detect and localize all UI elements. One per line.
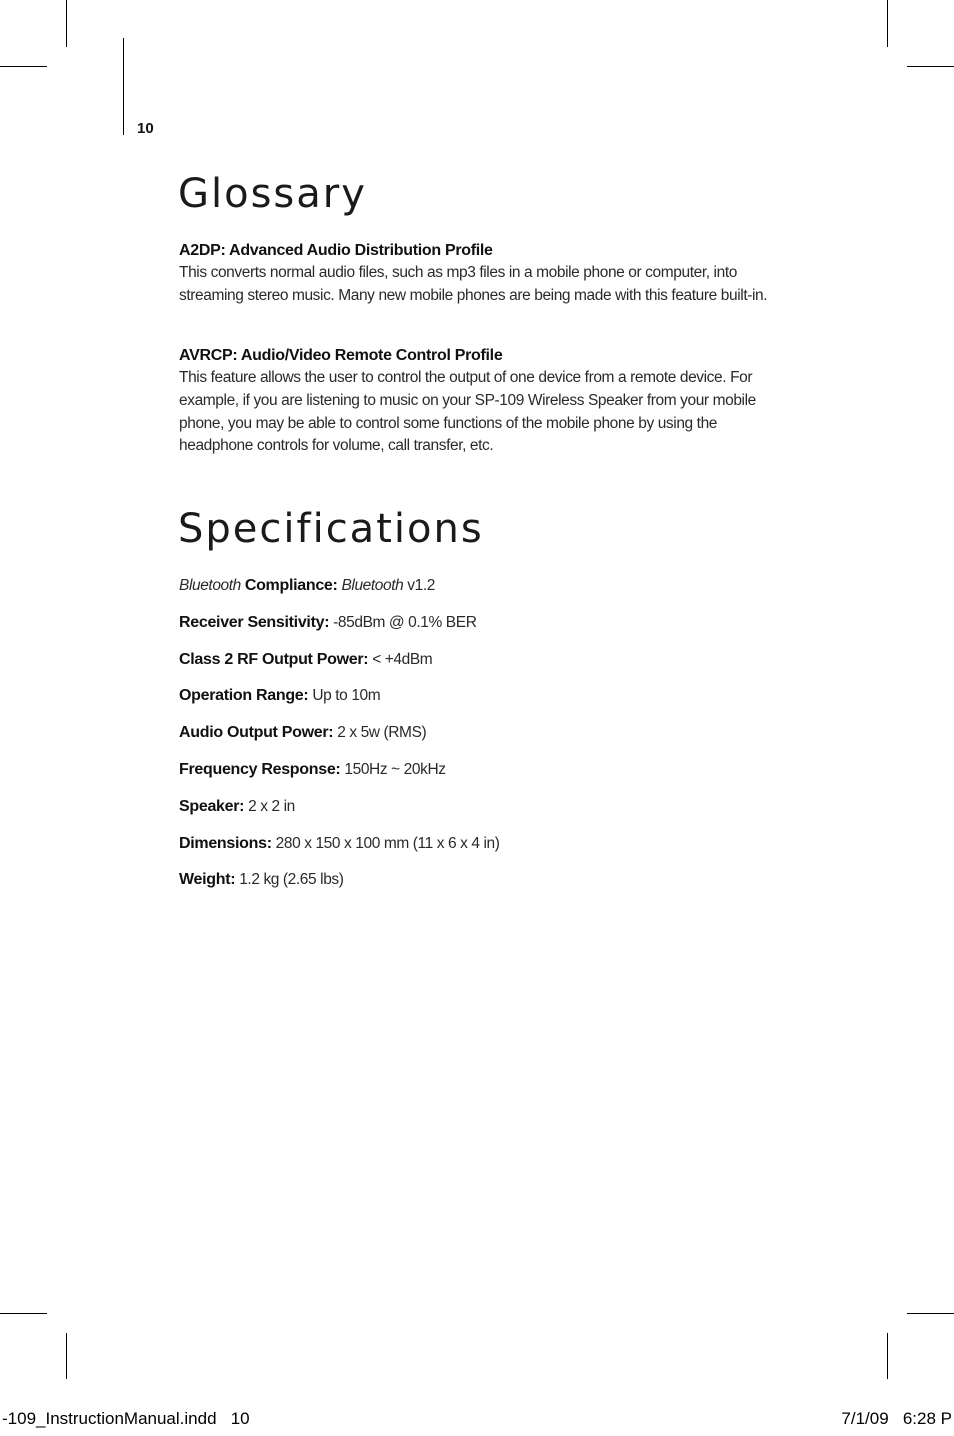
- glossary-term: [179, 240, 779, 308]
- spec-label: Frequency Response:: [179, 761, 341, 778]
- spec-value: -85dBm @ 0.1% BER: [333, 614, 477, 631]
- spec-item-receiver-sensitivity: [179, 612, 476, 634]
- spec-item-weight: [179, 869, 344, 891]
- slug-timestamp: 7/1/09 6:28 P: [841, 1409, 952, 1428]
- page-number-rule: [123, 38, 124, 135]
- spec-value: < +4dBm: [372, 651, 433, 668]
- crop-mark-top-left-vertical: [66, 0, 67, 47]
- spec-item-frequency-response: [179, 759, 446, 781]
- glossary-term: [179, 345, 779, 458]
- specifications-heading: Specifications: [178, 506, 484, 552]
- spec-label-prefix: Bluetooth: [179, 577, 241, 594]
- spec-value-prefix: Bluetooth: [341, 577, 404, 594]
- crop-mark-top-right-vertical: [887, 0, 888, 47]
- spec-item-bluetooth-compliance: [179, 575, 435, 597]
- spec-value: 2 x 2 in: [248, 798, 295, 815]
- spec-item-dimensions: [179, 833, 500, 855]
- glossary-term-description: This feature allows the user to control the output of one device from a remote device. For example, if you are listening to music on your SP-109 Wireless Speaker from your mobile phone, you may be able to control some functions of the mobile phone by using the headphone controls for volume, call transfer, etc.: [179, 369, 756, 455]
- spec-item-audio-output-power: [179, 722, 426, 744]
- spec-value: 150Hz ~ 20kHz: [344, 761, 446, 778]
- spec-value: 2 x 5w (RMS): [337, 724, 427, 741]
- crop-mark-top-right-horizontal: [907, 66, 954, 67]
- spec-item-speaker: [179, 796, 295, 818]
- spec-value: 280 x 150 x 100 mm (11 x 6 x 4 in): [275, 835, 500, 852]
- spec-label: Compliance:: [244, 577, 338, 594]
- page-number: 10: [137, 120, 154, 137]
- spec-label: Receiver Sensitivity:: [179, 614, 330, 631]
- spec-label: Operation Range:: [179, 687, 309, 704]
- spec-label: Audio Output Power:: [179, 724, 334, 741]
- spec-value: Up to 10m: [312, 687, 381, 704]
- spec-item-operation-range: [179, 685, 380, 707]
- spec-label: Weight:: [179, 871, 236, 888]
- glossary-term-description: This converts normal audio files, such as mp3 files in a mobile phone or computer, into streaming stereo music. Many new mobile phones are being made with this feature built-in.: [179, 264, 768, 304]
- spec-item-rf-output-power: [179, 649, 432, 671]
- glossary-term-title: A2DP: Advanced Audio Distribution Profile: [179, 242, 493, 259]
- crop-mark-bottom-right-horizontal: [907, 1313, 954, 1314]
- crop-mark-bottom-left-vertical: [66, 1333, 67, 1379]
- spec-label: Speaker:: [179, 798, 245, 815]
- spec-label: Dimensions:: [179, 835, 272, 852]
- spec-value: v1.2: [407, 577, 435, 594]
- crop-mark-bottom-right-vertical: [887, 1333, 888, 1379]
- glossary-heading: Glossary: [178, 171, 367, 217]
- slug-filename: -109_InstructionManual.indd 10: [2, 1409, 250, 1428]
- crop-mark-bottom-left-horizontal: [0, 1313, 47, 1314]
- crop-mark-top-left-horizontal: [0, 66, 47, 67]
- spec-value: 1.2 kg (2.65 lbs): [239, 871, 344, 888]
- glossary-term-title: AVRCP: Audio/Video Remote Control Profile: [179, 347, 503, 364]
- spec-label: Class 2 RF Output Power:: [179, 651, 369, 668]
